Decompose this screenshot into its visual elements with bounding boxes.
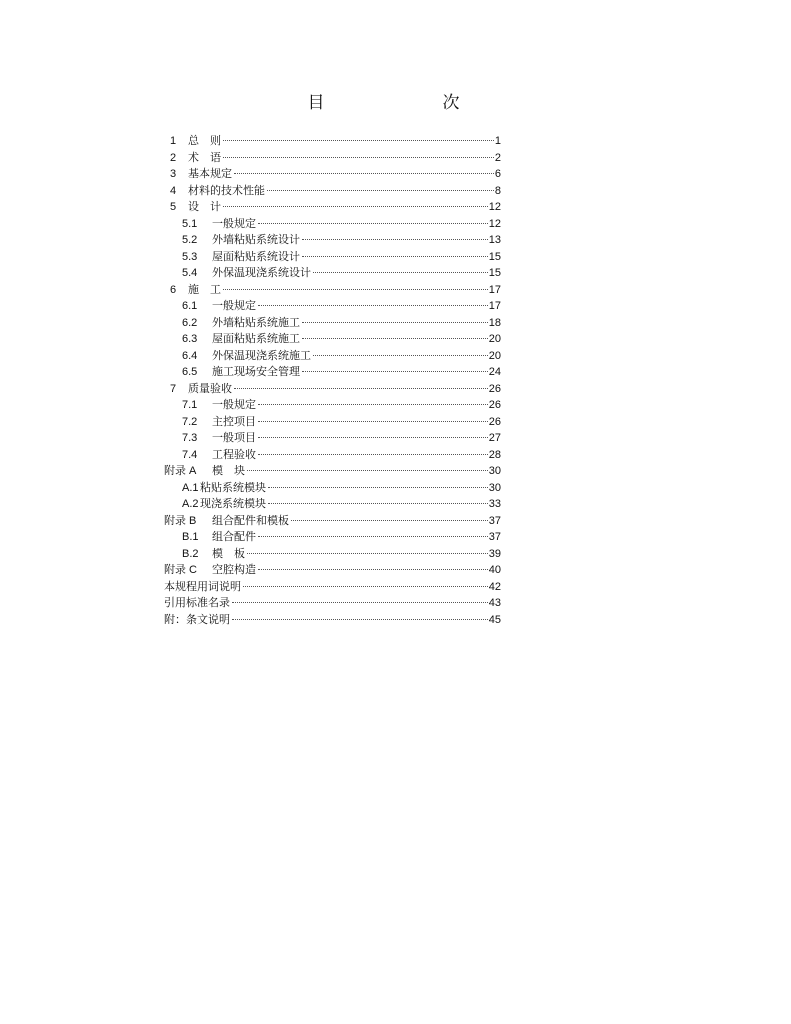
toc-entry-number: 6.1 — [182, 300, 198, 312]
toc-entry-page-number: 1 — [494, 135, 501, 147]
toc-entry — [164, 331, 501, 348]
toc-entry-page-number: 8 — [494, 184, 501, 197]
toc-title: 目 次 — [307, 93, 488, 113]
toc-entry-number: 附录 A — [164, 465, 197, 477]
toc-entry-number: 6.4 — [182, 349, 198, 362]
dot-leader — [302, 338, 488, 339]
toc-entry-label: 工程验收 — [212, 447, 256, 461]
toc-entry-number: 2 — [170, 151, 177, 164]
toc-entry-page-number: 26 — [488, 399, 501, 411]
toc-entry-page-number: 27 — [488, 432, 501, 444]
toc-entry-label: 引用标准名录 — [164, 596, 230, 609]
dot-leader — [268, 487, 488, 488]
toc-entry-number: 5 — [170, 201, 177, 213]
dot-leader — [223, 140, 494, 141]
toc-entry — [164, 414, 501, 431]
toc-entry — [164, 381, 501, 398]
toc-entry — [164, 546, 501, 563]
dot-leader — [223, 157, 494, 158]
toc-entry-page-number: 42 — [488, 580, 501, 593]
toc-entry — [164, 496, 501, 513]
toc-entry — [164, 397, 501, 414]
table-of-contents — [164, 133, 501, 628]
toc-entry — [164, 595, 501, 612]
dot-leader — [258, 223, 488, 224]
toc-entry-label: 施 工 — [188, 282, 221, 296]
toc-entry-number: 6.3 — [182, 333, 198, 345]
toc-entry-label: 基本规定 — [188, 167, 232, 180]
toc-entry-number: 4 — [170, 184, 177, 197]
toc-entry-number: 5.1 — [182, 217, 198, 230]
toc-entry-label: 附：条文说明 — [164, 612, 230, 626]
toc-entry — [164, 562, 501, 579]
toc-entry-number: 7.3 — [182, 432, 198, 444]
toc-entry — [164, 463, 501, 480]
toc-entry-number: 6.5 — [182, 366, 198, 378]
toc-entry-page-number: 12 — [488, 217, 501, 230]
toc-entry — [164, 430, 501, 447]
toc-entry — [164, 265, 501, 282]
toc-entry-number: 附录 C — [164, 564, 197, 576]
toc-entry-label: 组合配件 — [212, 530, 256, 543]
toc-entry-page-number: 26 — [488, 415, 501, 428]
toc-entry-number: 3 — [170, 168, 177, 180]
toc-entry-label: 设 计 — [188, 200, 221, 213]
toc-entry-page-number: 15 — [488, 267, 501, 279]
dot-leader — [247, 553, 488, 554]
toc-entry — [164, 364, 501, 381]
toc-entry-label: 总 则 — [188, 134, 221, 147]
toc-entry-label: 术 语 — [188, 150, 221, 164]
toc-entry-label: 一般规定 — [212, 299, 256, 312]
toc-entry-label: 一般规定 — [212, 216, 256, 230]
toc-entry-number: B.1 — [182, 531, 199, 543]
toc-entry — [164, 315, 501, 332]
toc-entry-label: 外保温现浇系统设计 — [212, 266, 311, 279]
toc-entry-page-number: 43 — [488, 597, 501, 609]
toc-entry-number: A.2 — [182, 498, 199, 510]
dot-leader — [223, 289, 488, 290]
dot-leader — [232, 619, 488, 620]
toc-entry — [164, 166, 501, 183]
toc-entry — [164, 513, 501, 530]
toc-entry-page-number: 45 — [488, 613, 501, 626]
dot-leader — [258, 305, 488, 306]
toc-entry-number: A.1 — [182, 481, 199, 494]
toc-entry-number: 附录 B — [164, 514, 197, 527]
toc-entry-number: 5.3 — [182, 250, 198, 263]
toc-entry — [164, 298, 501, 315]
toc-entry-label: 组合配件和模板 — [212, 513, 289, 527]
toc-entry-page-number: 13 — [488, 234, 501, 246]
dot-leader — [234, 173, 494, 174]
toc-entry — [164, 612, 501, 629]
dot-leader — [268, 503, 488, 504]
dot-leader — [291, 520, 488, 521]
toc-entry-label: 一般项目 — [212, 431, 256, 444]
dot-leader — [232, 602, 488, 603]
dot-leader — [302, 239, 488, 240]
dot-leader — [302, 322, 488, 323]
toc-entry-label: 空腔构造 — [212, 563, 256, 576]
toc-entry-label: 施工现场安全管理 — [212, 365, 300, 378]
dot-leader — [302, 256, 488, 257]
toc-entry-label: 屋面粘贴系统施工 — [212, 332, 300, 345]
toc-entry-number: 7.1 — [182, 399, 198, 411]
toc-entry-number: 6.2 — [182, 316, 198, 329]
dot-leader — [243, 586, 488, 587]
toc-entry-number: 6 — [170, 283, 177, 296]
dot-leader — [258, 437, 488, 438]
dot-leader — [223, 206, 488, 207]
toc-entry-label: 一般规定 — [212, 398, 256, 411]
toc-entry-number: 5.4 — [182, 267, 198, 279]
toc-entry — [164, 348, 501, 365]
dot-leader — [258, 421, 488, 422]
dot-leader — [267, 190, 494, 191]
dot-leader — [313, 355, 488, 356]
toc-entry — [164, 480, 501, 497]
toc-entry — [164, 447, 501, 464]
toc-entry — [164, 133, 501, 150]
toc-entry-label: 模 块 — [212, 464, 245, 477]
toc-entry-number: 5.2 — [182, 234, 198, 246]
toc-entry-label: 外墙粘贴系统设计 — [212, 233, 300, 246]
toc-entry — [164, 579, 501, 596]
toc-entry-number: 7 — [170, 382, 177, 395]
dot-leader — [313, 272, 488, 273]
toc-entry-label: 本规程用词说明 — [164, 579, 241, 593]
toc-entry-number: B.2 — [182, 547, 199, 560]
toc-entry-page-number: 33 — [488, 498, 501, 510]
toc-entry-page-number: 28 — [488, 448, 501, 461]
toc-entry-page-number: 20 — [488, 333, 501, 345]
toc-entry-label: 外保温现浇系统施工 — [212, 348, 311, 362]
dot-leader — [258, 404, 488, 405]
toc-entry — [164, 282, 501, 299]
toc-entry-label: 外墙粘贴系统施工 — [212, 315, 300, 329]
toc-entry-page-number: 18 — [488, 316, 501, 329]
toc-entry-label: 质量验收 — [188, 381, 232, 395]
toc-entry-page-number: 39 — [488, 547, 501, 560]
dot-leader — [258, 454, 488, 455]
dot-leader — [258, 569, 488, 570]
dot-leader — [247, 470, 488, 471]
toc-entry-label: 屋面粘贴系统设计 — [212, 249, 300, 263]
toc-entry-page-number: 6 — [494, 168, 501, 180]
toc-entry-label: 材料的技术性能 — [188, 183, 265, 197]
toc-entry-page-number: 30 — [488, 481, 501, 494]
toc-entry — [164, 249, 501, 266]
toc-entry-page-number: 17 — [488, 283, 501, 296]
toc-entry-page-number: 2 — [494, 151, 501, 164]
toc-entry-number: 7.2 — [182, 415, 198, 428]
toc-entry — [164, 232, 501, 249]
toc-entry — [164, 183, 501, 200]
toc-entry — [164, 150, 501, 167]
toc-entry-label: 模 板 — [212, 546, 245, 560]
toc-entry — [164, 199, 501, 216]
toc-entry-label: 粘贴系统模块 — [200, 480, 266, 494]
toc-entry-page-number: 17 — [488, 300, 501, 312]
toc-entry-number: 1 — [170, 135, 177, 147]
toc-entry-page-number: 30 — [488, 465, 501, 477]
toc-entry-page-number: 20 — [488, 349, 501, 362]
toc-entry-page-number: 37 — [488, 531, 501, 543]
toc-entry-label: 现浇系统模块 — [200, 497, 266, 510]
toc-entry-number: 7.4 — [182, 448, 198, 461]
toc-entry — [164, 529, 501, 546]
dot-leader — [302, 371, 488, 372]
toc-entry — [164, 216, 501, 233]
toc-entry-page-number: 37 — [488, 514, 501, 527]
toc-entry-page-number: 15 — [488, 250, 501, 263]
toc-entry-page-number: 24 — [488, 366, 501, 378]
toc-entry-page-number: 40 — [488, 564, 501, 576]
toc-entry-page-number: 26 — [488, 382, 501, 395]
toc-entry-label: 主控项目 — [212, 414, 256, 428]
toc-entry-page-number: 12 — [488, 201, 501, 213]
dot-leader — [234, 388, 488, 389]
dot-leader — [258, 536, 488, 537]
